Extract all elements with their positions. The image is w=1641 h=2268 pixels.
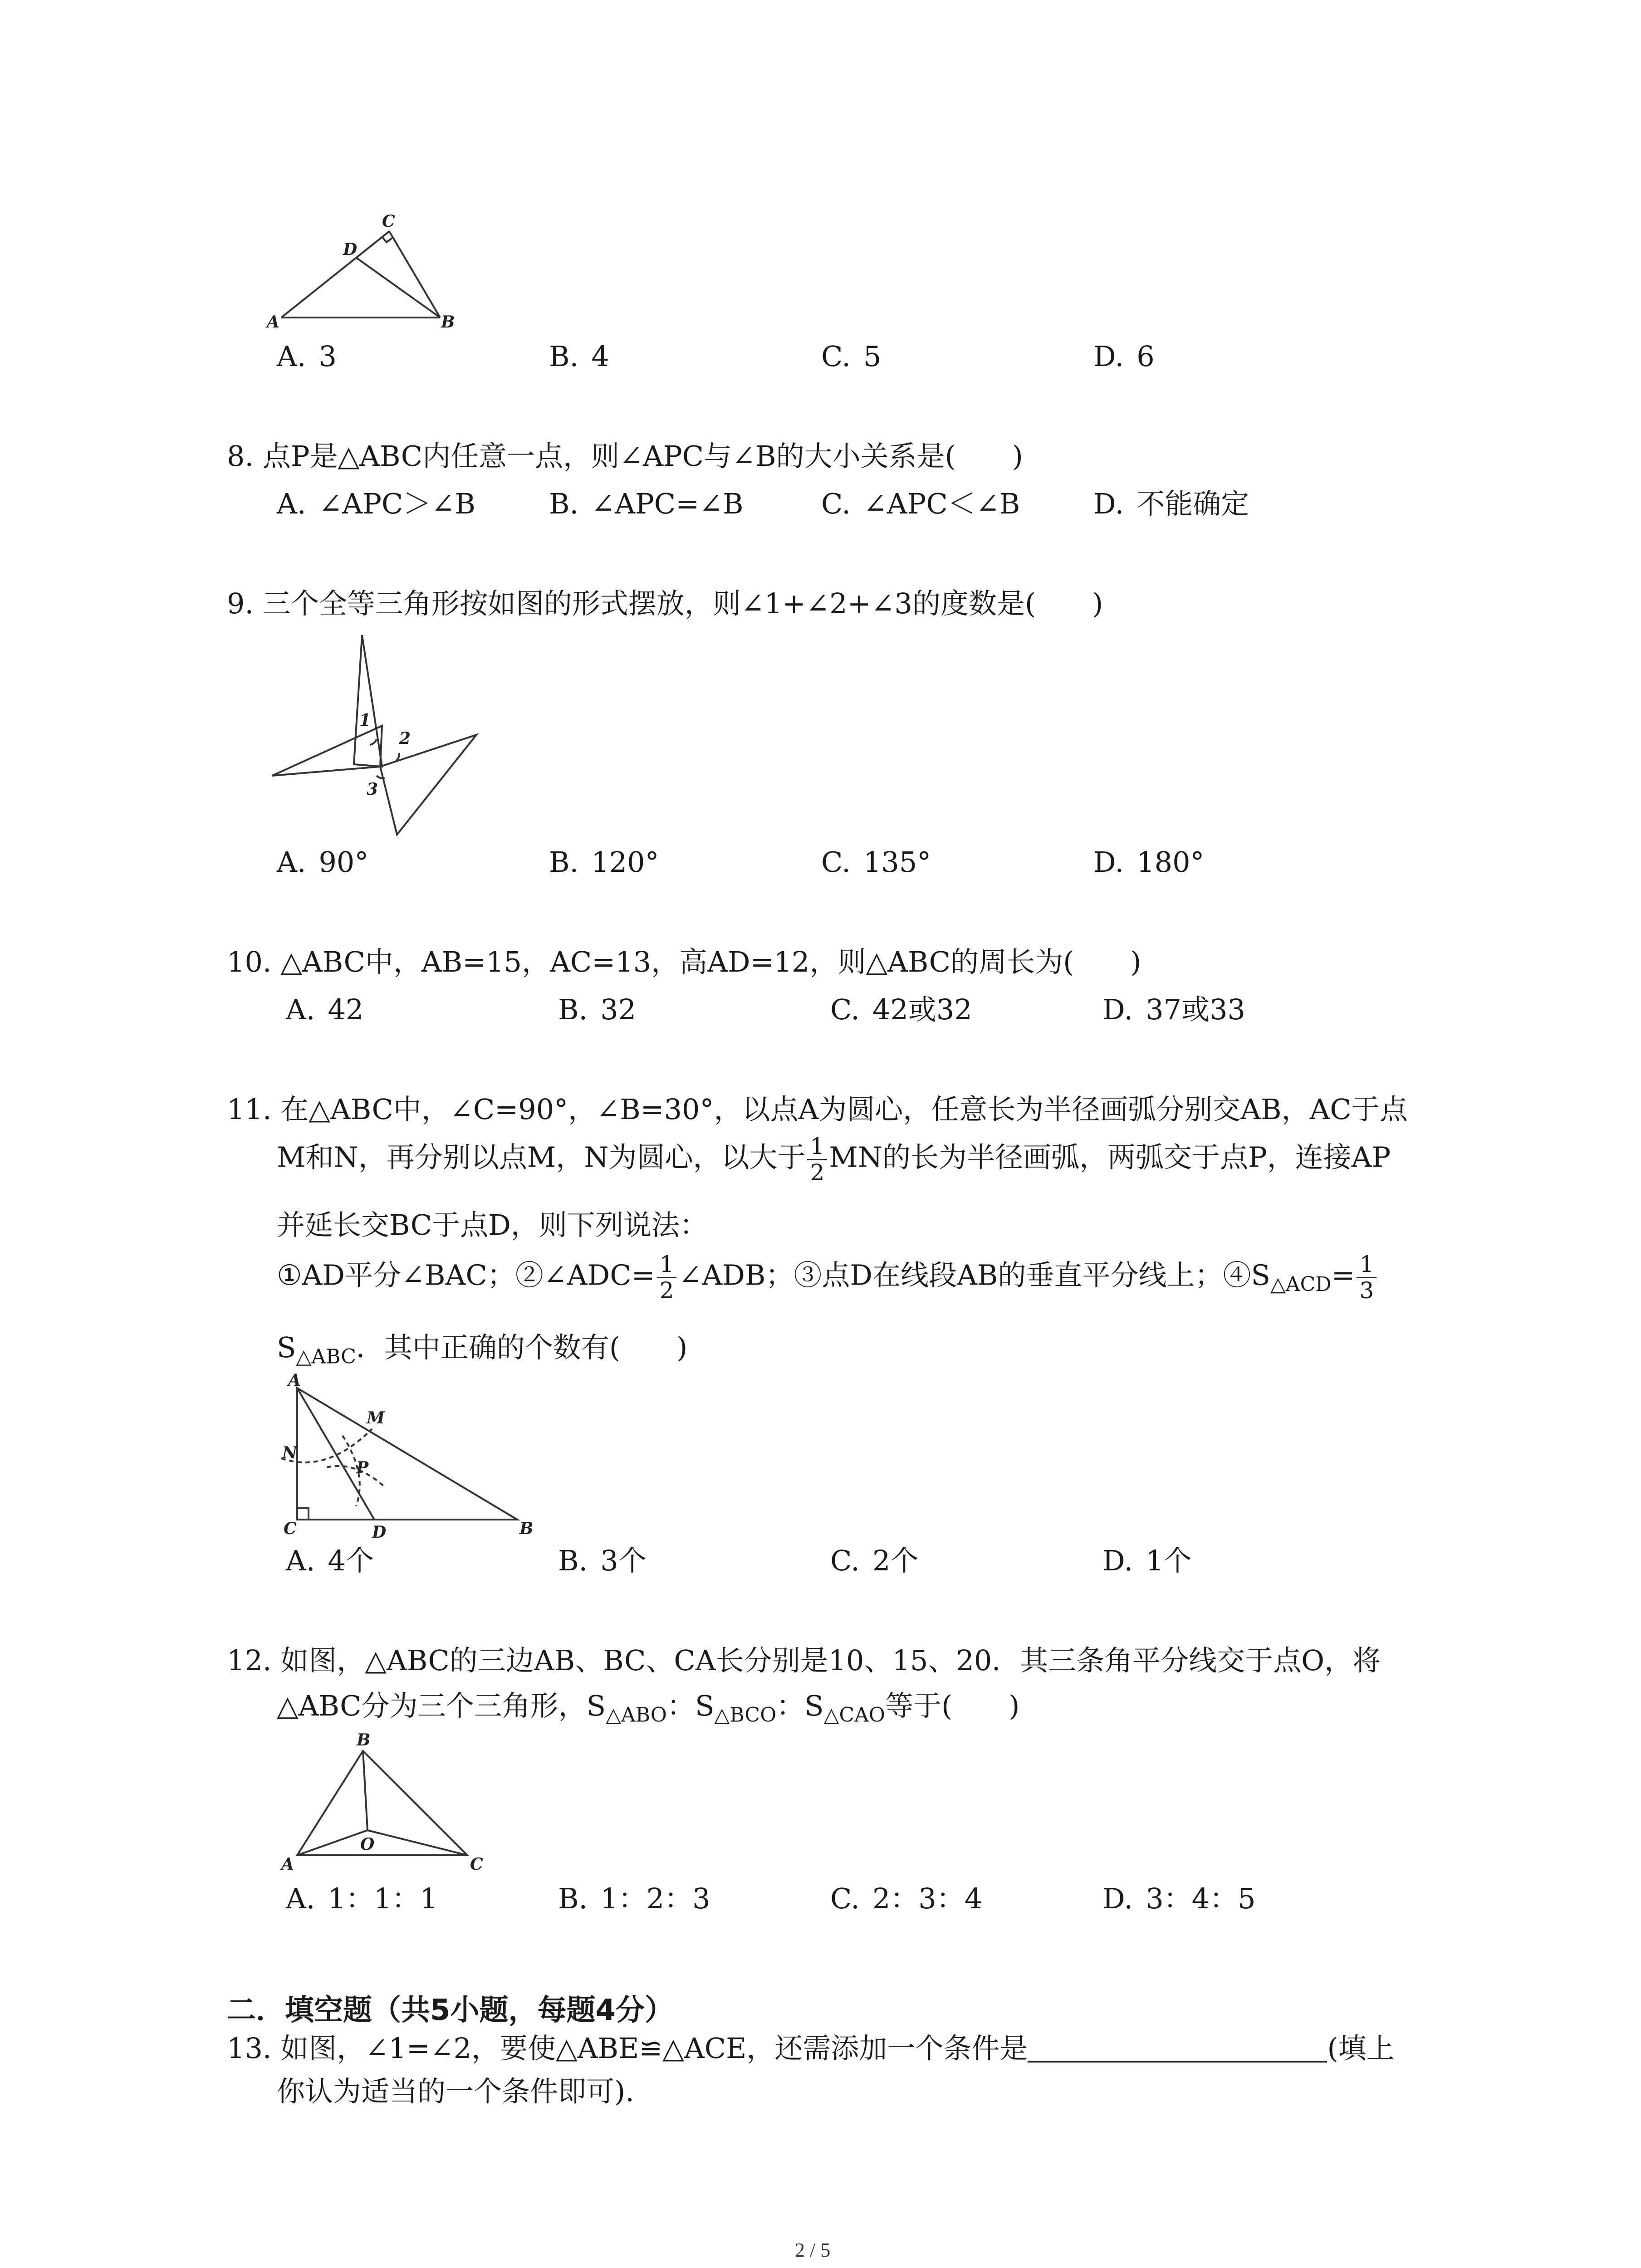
q9-option-d[interactable]: D. 180° xyxy=(1093,846,1205,879)
q10-option-d[interactable]: D. 37或33 xyxy=(1102,993,1246,1026)
q11-label-b: B xyxy=(519,1519,534,1538)
q11-triangle-abc xyxy=(297,1388,517,1520)
q13-line2: 你认为适当的一个条件即可). xyxy=(277,2075,634,2108)
q10-stem: 10. △ABC中，AB=15，AC=13，高AD=12，则△ABC的周长为( ) xyxy=(227,945,1141,978)
q8-option-a[interactable]: A. ∠APC＞∠B xyxy=(277,487,475,520)
q9-option-a[interactable]: A. 90° xyxy=(277,846,369,879)
q11-fraction-third: $\frac{1}{3}$ xyxy=(1357,1252,1376,1303)
q7-label-c: C xyxy=(382,213,395,231)
q12-option-b[interactable]: B. 1：2：3 xyxy=(558,1882,710,1915)
q12-line2: △ABC分为三个三角形，$S_{\triangle ABO}$：$S_{\triangle BCO}$：$S_{\triangle CAO}$等于( ) xyxy=(277,1689,1020,1727)
q12-segment-ao xyxy=(297,1830,367,1855)
q11-option-b[interactable]: B. 3个 xyxy=(558,1544,647,1577)
q11-label-c: C xyxy=(284,1519,297,1538)
q11-line5: $S_{\triangle ABC}$．其中正确的个数有( ) xyxy=(277,1331,688,1369)
q7-label-a: A xyxy=(267,313,279,332)
q13-line1: 13. 如图，∠1=∠2，要使△ABE≌△ACE，还需添加一个条件是 (填上 xyxy=(227,2032,1395,2065)
q7-label-b: B xyxy=(441,313,455,332)
q12-line1: 12. 如图，△ABC的三边AB、BC、CA长分别是10、15、20．其三条角平分线交于点O，将 xyxy=(227,1644,1381,1677)
q7-figure xyxy=(263,213,463,336)
q12-segment-bo xyxy=(363,1751,367,1830)
q11-fraction-half-2: $\frac{1}{2}$ xyxy=(657,1252,677,1303)
q11-segment-ad xyxy=(297,1388,374,1520)
q9-triangle-right xyxy=(380,735,476,835)
q7-option-a[interactable]: A. 3 xyxy=(277,340,337,373)
q7-option-c[interactable]: C. 5 xyxy=(821,340,882,373)
q12-option-c[interactable]: C. 2：3：4 xyxy=(830,1882,983,1915)
section-heading-fill-in: 二．填空题（共5小题，每题4分） xyxy=(227,1994,674,2027)
q9-angle-1-arc xyxy=(370,739,377,745)
q7-option-b[interactable]: B. 4 xyxy=(549,340,609,373)
q11-label-p: P xyxy=(356,1458,369,1477)
q9-option-c[interactable]: C. 135° xyxy=(821,846,931,879)
q12-label-o: O xyxy=(360,1835,375,1854)
q8-stem: 8. 点P是△ABC内任意一点，则∠APC与∠B的大小关系是( ) xyxy=(227,440,1023,473)
q11-label-d: D xyxy=(372,1523,387,1542)
q11-label-a: A xyxy=(288,1371,301,1390)
q9-label-1: 1 xyxy=(359,711,371,730)
q12-option-d[interactable]: D. 3：4：5 xyxy=(1102,1882,1256,1915)
q7-segment-db xyxy=(356,258,440,318)
q11-label-m: M xyxy=(367,1408,385,1427)
q11-line2: M和N，再分别以点M，N为圆心，以大于 $\frac{1}{2}$ MN的长为半径画弧，两弧交于点P，连接AP xyxy=(277,1133,1391,1186)
q9-stem: 9. 三个全等三角形按如图的形式摆放，则∠1+∠2+∠3的度数是( ) xyxy=(227,587,1103,620)
q11-option-d[interactable]: D. 1个 xyxy=(1102,1544,1192,1577)
q8-option-d[interactable]: D. 不能确定 xyxy=(1093,487,1249,520)
q10-option-b[interactable]: B. 32 xyxy=(558,993,637,1026)
q7-option-d[interactable]: D. 6 xyxy=(1093,340,1155,373)
q11-right-angle-mark xyxy=(297,1508,309,1520)
q8-option-c[interactable]: C. ∠APC＜∠B xyxy=(821,487,1020,520)
q10-option-c[interactable]: C. 42或32 xyxy=(830,993,972,1026)
q11-option-a[interactable]: A. 4个 xyxy=(286,1544,374,1577)
q9-triangle-left xyxy=(272,726,382,776)
q11-label-n: N xyxy=(282,1443,297,1462)
q12-label-c: C xyxy=(470,1855,483,1874)
q12-figure xyxy=(272,1728,508,1878)
q12-option-a[interactable]: A. 1：1：1 xyxy=(286,1882,438,1915)
q12-label-b: B xyxy=(357,1730,371,1750)
q7-side-cb xyxy=(389,231,440,318)
q12-segment-co xyxy=(367,1830,467,1855)
q11-line1: 11. 在△ABC中，∠C=90°，∠B=30°，以点A为圆心，任意长为半径画弧分别交AB，AC于点 xyxy=(227,1093,1408,1126)
q12-label-a: A xyxy=(281,1855,294,1874)
q10-option-a[interactable]: A. 42 xyxy=(286,993,364,1026)
q9-label-2: 2 xyxy=(399,729,411,748)
q9-figure xyxy=(263,626,499,844)
q13-answer-blank[interactable] xyxy=(1028,2034,1327,2063)
page-number: 2 / 5 xyxy=(795,2239,831,2261)
q11-option-c[interactable]: C. 2个 xyxy=(830,1544,919,1577)
q11-line3: 并延长交BC于点D，则下列说法： xyxy=(277,1208,708,1242)
q9-option-b[interactable]: B. 120° xyxy=(549,846,659,879)
q11-line4: ①AD平分∠BAC；②∠ADC= $\frac{1}{2}$ ∠ADB；③点D在线段AB的垂直平分线上；$④S_{\triangle ACD}=$ $\frac{1}{3}$ xyxy=(277,1252,1378,1303)
q9-label-3: 3 xyxy=(367,780,378,799)
q7-label-d: D xyxy=(343,240,358,259)
q9-triangle-top xyxy=(354,635,382,767)
q7-side-ac xyxy=(281,231,389,318)
q8-option-b[interactable]: B. ∠APC=∠B xyxy=(549,487,744,520)
q11-figure xyxy=(272,1370,544,1551)
q12-triangle-abc xyxy=(297,1751,467,1855)
q11-fraction-half: $\frac{1}{2}$ xyxy=(807,1134,827,1185)
q7-right-angle-mark xyxy=(382,237,392,242)
